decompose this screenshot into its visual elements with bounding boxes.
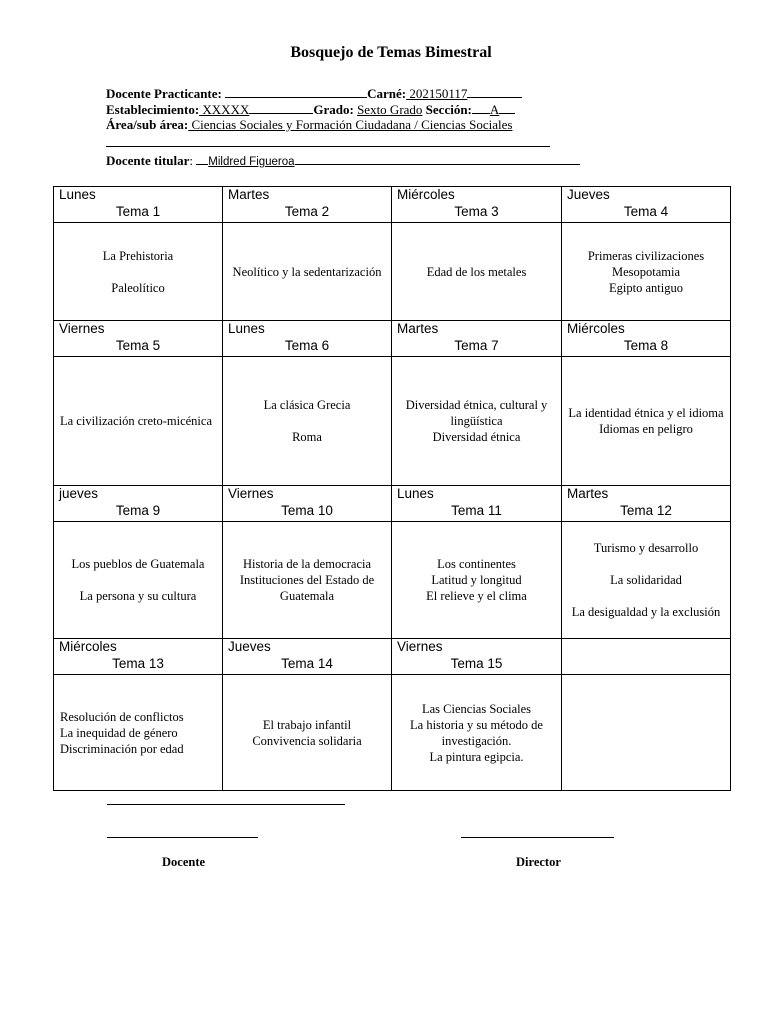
day-name: Martes xyxy=(397,321,439,336)
seccion-blank-pre xyxy=(472,101,490,114)
topic-text: Discriminación por edad xyxy=(60,741,184,756)
topic-text: La solidaridad xyxy=(610,573,682,587)
topic-cell xyxy=(562,223,731,321)
topic-cell xyxy=(392,223,562,321)
topic-spacer xyxy=(54,572,222,588)
topic-text: Instituciones del Estado de Guatemala xyxy=(239,573,375,603)
day-cell xyxy=(562,639,731,675)
day-cell xyxy=(392,321,562,357)
day-name: Miércoles xyxy=(59,639,117,654)
tema-label: Tema 1 xyxy=(115,204,161,219)
day-row xyxy=(54,187,731,223)
topic-cell xyxy=(223,357,392,486)
topic-text: Latitud y longitud xyxy=(431,573,522,587)
day-name: Martes xyxy=(228,187,270,202)
tema-label: Tema 14 xyxy=(281,656,333,671)
day-name: Miércoles xyxy=(567,321,625,336)
topic-cell xyxy=(54,675,223,791)
tema-label: Tema 13 xyxy=(112,656,164,671)
tema-label: Tema 2 xyxy=(284,204,330,219)
topic-text: Neolítico y la sedentarización xyxy=(232,264,382,279)
tema-label: Tema 5 xyxy=(115,338,161,353)
topic-text: Roma xyxy=(292,430,322,444)
topic-text: Resolución de conflictos xyxy=(60,709,184,724)
tema-label: Tema 8 xyxy=(623,338,669,353)
titular-blank-pre xyxy=(196,152,208,165)
day-row xyxy=(54,639,731,675)
tema-label: Tema 3 xyxy=(454,204,499,219)
schedule-table xyxy=(53,186,731,791)
establecimiento-value: XXXXX xyxy=(199,102,250,117)
topic-text: La identidad étnica y el idioma xyxy=(568,406,724,420)
director-signature-line xyxy=(461,837,614,838)
header-line-area xyxy=(106,117,512,133)
topic-row xyxy=(54,223,731,321)
docente-titular-label: Docente titular xyxy=(106,153,190,168)
docente-signature-line xyxy=(107,837,258,838)
day-name: Martes xyxy=(567,486,609,501)
day-name: Lunes xyxy=(59,187,96,202)
topic-row xyxy=(54,675,731,791)
topic-text: Edad de los metales xyxy=(426,264,527,279)
topic-cell xyxy=(54,223,223,321)
topic-text: La civilización creto-micénica xyxy=(60,414,212,428)
day-name: Jueves xyxy=(567,187,610,202)
tema-label: Tema 10 xyxy=(281,503,333,518)
page-title: Bosquejo de Temas Bimestral xyxy=(290,44,492,61)
header-line-titular: Docente titular: Mildred Figueroa xyxy=(106,152,580,169)
titular-blank-post xyxy=(295,152,580,165)
area-label: Área/sub área: xyxy=(106,117,189,132)
topic-text: La inequidad de género xyxy=(60,725,178,740)
establecimiento-blank xyxy=(249,101,313,114)
topic-text: Los pueblos de Guatemala xyxy=(71,557,205,571)
day-name: Lunes xyxy=(397,486,434,501)
topic-cell xyxy=(223,522,392,639)
header-line-establecimiento xyxy=(106,101,515,118)
seccion-value: A xyxy=(489,102,500,117)
day-cell xyxy=(54,486,223,522)
topic-text: Paleolítico xyxy=(111,280,165,295)
topic-text: El trabajo infantil xyxy=(262,717,352,732)
topic-text: Diversidad étnica, cultural y lingüística xyxy=(405,398,548,428)
tema-label: Tema 4 xyxy=(623,204,669,219)
day-name: Miércoles xyxy=(397,187,455,202)
topic-cell xyxy=(392,357,562,486)
topic-text: La pintura egipcia. xyxy=(429,749,524,764)
topic-text: Diversidad étnica xyxy=(432,430,521,444)
topic-spacer xyxy=(54,264,222,280)
day-cell xyxy=(54,187,223,223)
day-cell xyxy=(392,187,562,223)
day-cell xyxy=(223,321,392,357)
topic-text: Turismo y desarrollo xyxy=(593,541,699,555)
topic-cell xyxy=(392,522,562,639)
topic-text: Convivencia solidaria xyxy=(252,733,362,748)
tema-label: Tema 7 xyxy=(454,338,499,353)
topic-row xyxy=(54,357,731,486)
topic-cell xyxy=(54,357,223,486)
day-cell xyxy=(54,321,223,357)
carne-blank xyxy=(467,85,522,98)
day-cell xyxy=(562,321,731,357)
topic-text: Las Ciencias Sociales xyxy=(422,701,531,716)
topic-text: Primeras civilizaciones xyxy=(587,248,705,263)
area-value: Ciencias Sociales y Formación Ciudadana / Ciencias Sociales xyxy=(188,117,513,132)
topic-cell xyxy=(223,675,392,791)
grado-label: Grado: xyxy=(313,102,354,117)
topic-text: La clásica Grecia xyxy=(263,398,351,412)
day-cell xyxy=(54,639,223,675)
topic-text: Idiomas en peligro xyxy=(599,422,693,436)
docente-signature-label: Docente xyxy=(162,855,206,869)
topic-cell xyxy=(392,675,562,791)
day-name: Viernes xyxy=(228,486,274,501)
day-name: jueves xyxy=(59,486,99,501)
grado-value: Sexto Grado xyxy=(357,102,423,117)
topic-text: Los continentes xyxy=(437,557,516,571)
topic-text: La persona y su cultura xyxy=(79,589,197,603)
docente-practicante-label: Docente Practicante: xyxy=(106,86,222,101)
day-cell xyxy=(392,486,562,522)
topic-text: La desigualdad y la exclusión xyxy=(571,605,721,619)
topic-cell xyxy=(54,522,223,639)
day-row xyxy=(54,321,731,357)
seccion-label: Sección: xyxy=(425,102,472,117)
day-row xyxy=(54,486,731,522)
topic-cell xyxy=(562,357,731,486)
tema-label: Tema 15 xyxy=(450,656,503,671)
tema-label: Tema 11 xyxy=(451,503,502,518)
tema-label: Tema 6 xyxy=(284,338,330,353)
topic-cell xyxy=(562,675,731,791)
topic-spacer xyxy=(562,556,730,572)
topic-text: El relieve y el clima xyxy=(426,589,527,603)
day-name: Lunes xyxy=(228,321,265,336)
director-signature-label: Director xyxy=(516,855,561,869)
topic-row xyxy=(54,522,731,639)
tema-label: Tema 12 xyxy=(620,503,672,518)
topic-cell xyxy=(562,522,731,639)
seccion-blank-post xyxy=(499,101,515,114)
topic-text: La historia y su método de investigación. xyxy=(410,717,543,748)
carne-label: Carné: xyxy=(367,86,407,101)
day-cell xyxy=(223,639,392,675)
day-name: Viernes xyxy=(397,639,443,654)
topic-cell xyxy=(223,223,392,321)
day-cell xyxy=(562,187,731,223)
docente-practicante-blank xyxy=(225,85,367,98)
day-cell xyxy=(562,486,731,522)
day-name: Jueves xyxy=(228,639,271,654)
topic-spacer xyxy=(223,413,391,429)
day-cell xyxy=(223,187,392,223)
signature-line-top xyxy=(107,804,345,805)
topic-text: Historia de la democracia xyxy=(242,557,372,571)
day-cell xyxy=(392,639,562,675)
carne-value: 202150117 xyxy=(406,86,468,101)
topic-text: Mesopotamia xyxy=(611,264,681,279)
day-name: Viernes xyxy=(59,321,105,336)
topic-text: Egipto antiguo xyxy=(609,280,683,295)
area-underline xyxy=(106,146,550,147)
day-cell xyxy=(223,486,392,522)
docente-titular-value: Mildred Figueroa xyxy=(208,156,295,168)
header-line-docente xyxy=(106,85,522,102)
establecimiento-label: Establecimiento: xyxy=(106,102,200,117)
topic-text: La Prehistoria xyxy=(102,248,174,263)
tema-label: Tema 9 xyxy=(115,503,161,518)
topic-spacer xyxy=(562,588,730,604)
